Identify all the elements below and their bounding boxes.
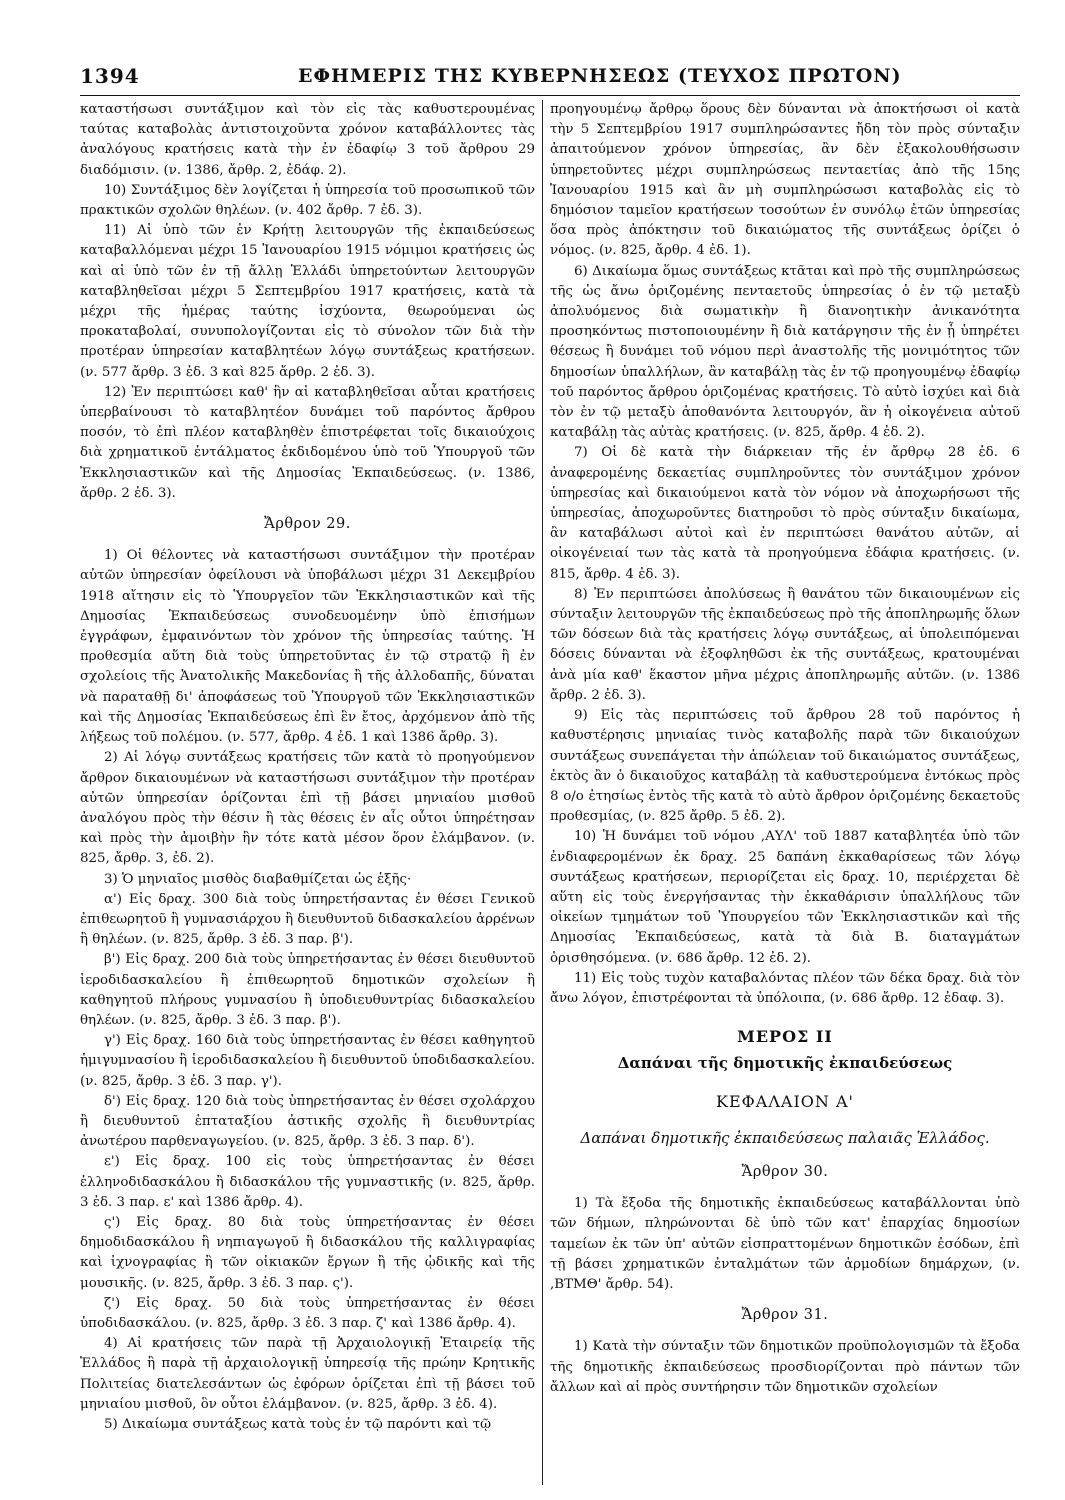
paragraph: 11) Εἰς τοὺς τυχὸν καταβαλόντας πλέον τῶν δέκα δραχ. διὰ τὸν ἄνω λόγον, ἐπιστρέφονται τὰ ὑπόλοιπα, (ν. 686 ἄρθρ. 12 ἐδαφ. 3). — [550, 970, 1020, 1006]
paragraph: 11) Αἱ ὑπὸ τῶν ἐν Κρήτῃ λειτουργῶν τῆς ἐκπαιδεύσεως καταβαλλόμεναι μέχρι 15 Ἰανουαρίου 1915 νόμιμοι κρατήσεις ὡς καὶ αἱ ὑπὸ τῶν ἐν τῇ ἄλλῃ Ἑλλάδι ὑπηρετούντων λειτουργῶν καταβληθεῖσαι μέχρι 5 Σεπτεμβρίου 1917 κρατήσεις, κατὰ τὰ μέχρι τῆς ἡμέρας ταύτης ἰσχύοντα, θεωρούμεναι ὡς προκαταβολαί, συνυπολογίζονται εἰς τὸ σύνολον τῶν διὰ τὴν προτέραν ὑπηρεσίαν καταβλητέων λόγῳ συντάξεως κρατήσεων. (ν. 577 ἄρθρ. 3 ἐδ. 3 καὶ 825 ἄρθρ. 2 ἐδ. 3). — [80, 223, 535, 380]
paragraph: ζ') Εἰς δραχ. 50 διὰ τοὺς ὑπηρετήσαντας ἐν θέσει ὑποδιδασκάλου. (ν. 825, ἄρθρ. 3 ἐδ. 3 παρ. ζ' καὶ 1386 ἄρθρ. 4). — [80, 1295, 535, 1331]
paragraph: 6) Δικαίωμα ὅμως συντάξεως κτᾶται καὶ πρὸ τῆς συμπληρώσεως τῆς ὡς ἄνω ὁριζομένης πενταετοῦς ὑπηρεσίας ὁ ἐν τῷ μεταξὺ ἀπολυόμενος διὰ σωματικὴν ἢ διανοητικὴν ἀνικανότητα προσηκόντως πιστοποιουμένην ἢ διὰ κατάργησιν τῆς ἐν ᾗ ὑπηρέτει θέσεως ἢ δυνάμει τοῦ νόμου περὶ ἀναστολῆς τῆς μονιμότητος τῶν δημοσίων ὑπαλλήλων, ἂν καταβάλῃ τὰς ἐν τῷ προηγουμένῳ ἐδαφίῳ τοῦ παρόντος ἄρθρου ὁριζομένας κρατήσεις. Τὸ αὐτὸ ἰσχύει καὶ διὰ τὸν ἐν τῷ μεταξὺ ἀποθανόντα λειτουργόν, ἂν ἡ οἰκογένεια αὐτοῦ καταβάλῃ τὰς αὐτὰς κρατήσεις. (ν. 825, ἄρθρ. 4 ἐδ. 2). — [550, 263, 1020, 441]
paragraph: 10) Ἡ δυνάμει τοῦ νόμου ,ΑΥΛ' τοῦ 1887 καταβλητέα ὑπὸ τῶν ἐνδιαφερομένων ἐκ δραχ. 25 δαπάνη ἐκκαθαρίσεως τῶν λόγῳ συντάξεως κρατήσεων, περιορίζεται εἰς δραχ. 10, περιέρχεται δὲ αὕτη εἰς τοὺς ἐνεργήσαντας τὴν ἐκκαθάρισιν ὑπαλλήλους τῶν οἰκείων τμημάτων τοῦ Ὑπουργείου τῶν Ἐκκλησιαστικῶν καὶ τῆς Δημοσίας Ἐκπαιδεύσεως, κατὰ τὰ διὰ Β. διαταγμάτων ὁρισθησόμενα. (ν. 686 ἄρθρ. 12 ἐδ. 2). — [550, 829, 1020, 966]
paragraph: 9) Εἰς τὰς περιπτώσεις τοῦ ἄρθρου 28 τοῦ παρόντος ἡ καθυστέρησις μηνιαίας τινὸς καταβολῆς παρὰ τῶν δικαιούχων συντάξεως συνεπάγεται τὴν ἀπώλειαν τοῦ δικαιώματος συντάξεως, ἐκτὸς ἂν ὁ δικαιοῦχος καταβάλῃ τὰ καθυστερούμενα ἐντόκως πρὸς 8 ο/ο ἐτησίως ἐντὸς τῆς κατὰ τὸ αὐτὸ ἄρθρον ὁριζομένης δεκαετοῦς προθεσμίας, (ν. 825 ἄρθρ. 5 ἐδ. 2). — [550, 708, 1020, 825]
paragraph: ς') Εἰς δραχ. 80 διὰ τοὺς ὑπηρετήσαντας ἐν θέσει δημοδιδασκάλου ἢ νηπιαγωγοῦ ἢ διδασκάλου τῆς καλλιγραφίας καὶ ἰχνογραφίας ἢ τῶν οἰκιακῶν ἔργων ἢ τῆς ᾠδικῆς καὶ τῆς μουσικῆς. (ν. 825, ἄρθρ. 3 ἐδ. 3 παρ. ς'). — [80, 1214, 535, 1291]
page-number: 1394 — [80, 64, 140, 88]
paragraph: β') Εἰς δραχ. 200 διὰ τοὺς ὑπηρετήσαντας ἐν θέσει διευθυντοῦ ἱεροδιδασκαλείου ἢ ἐπιθεωρητοῦ δημοτικῶν σχολείων ἢ καθηγητοῦ πλήρους γυμνασίου ἢ ὑποδιευθυντρίας διδασκαλείου θηλέων. (ν. 825, ἄρθρ. 3 ἐδ. 3 παρ. β'). — [80, 952, 535, 1028]
page-header — [80, 58, 1020, 94]
paragraph: α') Εἰς δραχ. 300 διὰ τοὺς ὑπηρετήσαντας ἐν θέσει Γενικοῦ ἐπιθεωρητοῦ ἢ γυμνασιάρχου ἢ διευθυντοῦ διδασκαλείου ἀρρένων ἢ θηλέων. (ν. 825, ἄρθρ. 3 ἐδ. 3 παρ. β'). — [80, 891, 535, 948]
paragraph: 12) Ἐν περιπτώσει καθ' ἣν αἱ καταβληθεῖσαι αὗται κρατήσεις ὑπερβαίνουσι τὸ καταβλητέον δυνάμει τοῦ παρόντος ἄρθρου ποσόν, τὸ ἐπὶ πλέον καταβληθὲν ἐπιστρέφεται τοῖς δικαιούχοις διὰ χρηματικοῦ ἐντάλματος ἐκδιδομένου ὑπὸ τοῦ Ὑπουργοῦ τῶν Ἐκκλησιαστικῶν καὶ τῆς Δημοσίας Ἐκπαιδεύσεως. (ν. 1386, ἄρθρ. 2 ἐδ. 3). — [80, 384, 535, 501]
part-subtitle: Δαπάναι τῆς δημοτικῆς ἐκπαιδεύσεως — [617, 1054, 953, 1073]
paragraph: 5) Δικαίωμα συντάξεως κατὰ τοὺς ἐν τῷ παρόντι καὶ τῷ — [104, 1417, 492, 1432]
paragraph: 1) Κατὰ τὴν σύνταξιν τῶν δημοτικῶν προϋπολογισμῶν τὰ ἔξοδα τῆς δημοτικῆς ἐκπαιδεύσεως προσδιορίζονται πρὸ πάντων τῶν ἄλλων καὶ αἱ πρὸς συντήρησιν τῶν δημοτικῶν σχολείων — [550, 1339, 1020, 1395]
paragraph: δ') Εἰς δραχ. 120 διὰ τοὺς ὑπηρετήσαντας ἐν θέσει σχολάρχου ἢ διευθυντοῦ ἑπταταξίου ἀστικῆς σχολῆς ἢ διευθυντρίας ἀνωτέρου παρθεναγωγείου. (ν. 825, ἄρθρ. 3 ἐδ. 3 παρ. δ'). — [80, 1093, 535, 1150]
running-title: ΕΦΗΜΕΡΙΣ ΤΗΣ ΚΥΒΕΡΝΗΣΕΩΣ (ΤΕΥΧΟΣ ΠΡΩΤΟΝ) — [298, 65, 902, 87]
column-divider — [542, 100, 543, 1485]
article-heading: Ἄρθρον 30. — [741, 1163, 829, 1180]
paragraph: 1) Τὰ ἔξοδα τῆς δημοτικῆς ἐκπαιδεύσεως καταβάλλονται ὑπὸ τῶν δήμων, πληρώνονται δὲ ὑπὸ τῶν κατ' ἐπαρχίας δημοσίων ταμείων ἐκ τῶν ὑπ' αὐτῶν εἰσπραττομένων δημοτικῶν ἐσόδων, ἐπὶ τῇ βάσει χρηματικῶν ἐνταλμάτων τῶν ἁρμοδίων δημάρχων, (ν. ,ΒΤΜΘ' ἄρθρ. 54). — [550, 1196, 1020, 1292]
paragraph: προηγουμένῳ ἄρθρῳ ὅρους δὲν δύνανται νὰ ἀποκτήσωσι οἱ κατὰ τὴν 5 Σεπτεμβρίου 1917 συμπληρώσαντες ἤδη τὸν πρὸς σύνταξιν ἀπαιτούμενον χρόνον ὑπηρεσίας, ἂν δὲν ἐξακολουθήσωσιν ὑπηρετοῦντες μέχρι συμπληρώσεως πενταετίας ἀπὸ τῆς 15ης Ἰανουαρίου 1915 καὶ ἂν μὴ συμπληρώσωσι καταβολὰς εἰς τὸ δημόσιον ταμεῖον κρατήσεων τοσούτων ἐν συνόλῳ ἐτῶν ὑπηρεσίας ὅσα πρὸς ἀπόκτησιν τοῦ δικαιώματος τῆς συντάξεως ὁρίζει ὁ νόμος. (ν. 825, ἄρθρ. 4 ἐδ. 1). — [550, 102, 1020, 259]
part-title: ΜΕΡΟΣ ΙΙ — [737, 1027, 833, 1047]
header-rule — [80, 95, 1020, 96]
chapter-title: ΚΕΦΑΛΑΙΟΝ Α' — [716, 1091, 854, 1111]
article-heading: Ἄρθρον 29. — [264, 516, 351, 533]
paragraph: καταστήσωσι συντάξιμον καὶ τὸν εἰς τὰς καθυστερουμένας ταύτας καταβολὰς ἀντιστοιχοῦντα χρόνον καταβάλλοντες τὰς ἀναλόγους κρατήσεις κατὰ τὴν ἐν ἐδαφίῳ 3 τοῦ ἄρθρου 29 διαδόμισιν. (ν. 1386, ἄρθρ. 2, ἐδάφ. 2). — [80, 102, 535, 178]
paragraph: 10) Συντάξιμος δὲν λογίζεται ἡ ὑπηρεσία τοῦ προσωπικοῦ τῶν πρακτικῶν σχολῶν θηλέων. (ν. 402 ἄρθρ. 7 ἐδ. 3). — [80, 182, 535, 219]
paragraph: ε') Εἰς δραχ. 100 εἰς τοὺς ὑπηρετήσαντας ἐν θέσει ἑλληνοδιδασκάλου ἢ διδασκάλου τῆς γυμναστικῆς (ν. 825, ἄρθρ. 3 ἐδ. 3 παρ. ε' καὶ 1386 ἄρθρ. 4). — [80, 1154, 535, 1210]
paragraph: 3) Ὁ μηνιαῖος μισθὸς διαβαθμίζεται ὡς ἑξῆς· — [104, 871, 412, 887]
right-column — [550, 100, 1020, 1490]
paragraph: 4) Αἱ κρατήσεις τῶν παρὰ τῇ Ἀρχαιολογικῇ Ἑταιρείᾳ τῆς Ἑλλάδος ἢ παρὰ τῇ ἀρχαιολογικῇ ὑπηρεσίᾳ τῆς πρώην Κρητικῆς Πολιτείας διατελεσάντων ὡς ἐφόρων ὁρίζεται ἐπὶ τῇ βάσει τοῦ μηνιαίου μισθοῦ, ὃν οὗτοι ἐλάμβανον. (ν. 825, ἄρθρ. 3 ἐδ. 4). — [80, 1336, 535, 1412]
paragraph: 1) Οἱ θέλοντες νὰ καταστήσωσι συντάξιμον τὴν προτέραν αὐτῶν ὑπηρεσίαν ὀφείλουσι νὰ ὑποβάλωσι μέχρι 31 Δεκεμβρίου 1918 αἴτησιν εἰς τὸ Ὑπουργεῖον τῶν Ἐκκλησιαστικῶν καὶ τῆς Δημοσίας Ἐκπαιδεύσεως συνοδευομένην ὑπὸ ἐπισήμων ἐγγράφων, ἐμφαινόντων τὸν χρόνον τῆς ὑπηρεσίας ταύτης. Ἡ προθεσμία αὕτη διὰ τοὺς ὑπηρετοῦντας ἐν τῷ στρατῷ ἢ ἐν σχολείοις τῆς Ἀνατολικῆς Μακεδονίας ἢ τῆς ἀλλοδαπῆς, δύναται νὰ παραταθῇ δι' ἀποφάσεως τοῦ Ὑπουργοῦ τῶν Ἐκκλησιαστικῶν καὶ τῆς Δημοσίας Ἐκπαιδεύσεως ἐπὶ ἓν ἔτος, ἀρχόμενον ἀπὸ τῆς λήξεως τοῦ πολέμου. (ν. 577, ἄρθρ. 4 ἐδ. 1 καὶ 1386 ἄρθρ. 3). — [80, 548, 535, 746]
paragraph: 8) Ἐν περιπτώσει ἀπολύσεως ἢ θανάτου τῶν δικαιουμένων εἰς σύνταξιν λειτουργῶν τῆς ἐκπαιδεύσεως πρὸ τῆς ἀποπληρωμῆς ὅλων τῶν δόσεων διὰ τὰς κρατήσεις λόγῳ συντάξεως, αἱ ὑπολειπόμεναι δόσεις δύνανται νὰ ἐξοφληθῶσι ἐκ τῆς συντάξεως, κρατουμέναι ἀνὰ μία καθ' ἕκαστον μῆνα μέχρις ἀποπληρωμῆς αὐτῶν. (ν. 1386 ἄρθρ. 2 ἐδ. 3). — [550, 586, 1020, 703]
left-column — [80, 100, 535, 1490]
paragraph: 7) Οἱ δὲ κατὰ τὴν διάρκειαν τῆς ἐν ἄρθρῳ 28 ἐδ. 6 ἀναφερομένης δεκαετίας συμπληροῦντες τὸν συντάξιμον χρόνον ὑπηρεσίας καὶ δικαιούμενοι κατὰ τὸν νόμον νὰ ἀποχωρήσωσι τῆς ὑπηρεσίας, ἀποχωροῦντες διατηροῦσι τὸ πρὸς σύνταξιν δικαίωμα, ἂν καταβάλωσι αὐτοὶ καὶ ἐν περιπτώσει θανάτου αὐτῶν, αἱ οἰκογένειαί των τὰς κατὰ τὰ προηγούμενα ἐδάφια κρατήσεις. (ν. 815, ἄρθρ. 4 ἐδ. 3). — [550, 445, 1020, 582]
paragraph: γ') Εἰς δραχ. 160 διὰ τοὺς ὑπηρετήσαντας ἐν θέσει καθηγητοῦ ἡμιγυμνασίου ἢ ἱεροδιδασκαλείου ἢ διευθυντοῦ ὑποδιδασκαλείου. (ν. 825, ἄρθρ. 3 ἐδ. 3 παρ. γ'). — [80, 1033, 535, 1089]
article-heading: Ἄρθρον 31. — [741, 1307, 829, 1324]
chapter-subtitle: Δαπάναι δημοτικῆς ἐκπαιδεύσεως παλαιᾶς Ἑλλάδος. — [580, 1128, 990, 1147]
paragraph: 2) Αἱ λόγῳ συντάξεως κρατήσεις τῶν κατὰ τὸ προηγούμενον ἄρθρον δικαιουμένων νὰ καταστήσωσι συντάξιμον τὴν προτέραν αὐτῶν ὑπηρεσίαν ὁρίζονται ἐπὶ τῇ βάσει μηνιαίου μισθοῦ ἀναλόγου πρὸς τὴν θέσιν ἢ τὰς θέσεις ἐν αἷς οὗτοι ὑπηρέτησαν καὶ πρὸς τὴν ἀμοιβὴν ἣν τότε κατὰ μέσον ὅρον ἐλάμβανον. (ν. 825, ἄρθρ. 3, ἐδ. 2). — [80, 750, 535, 867]
